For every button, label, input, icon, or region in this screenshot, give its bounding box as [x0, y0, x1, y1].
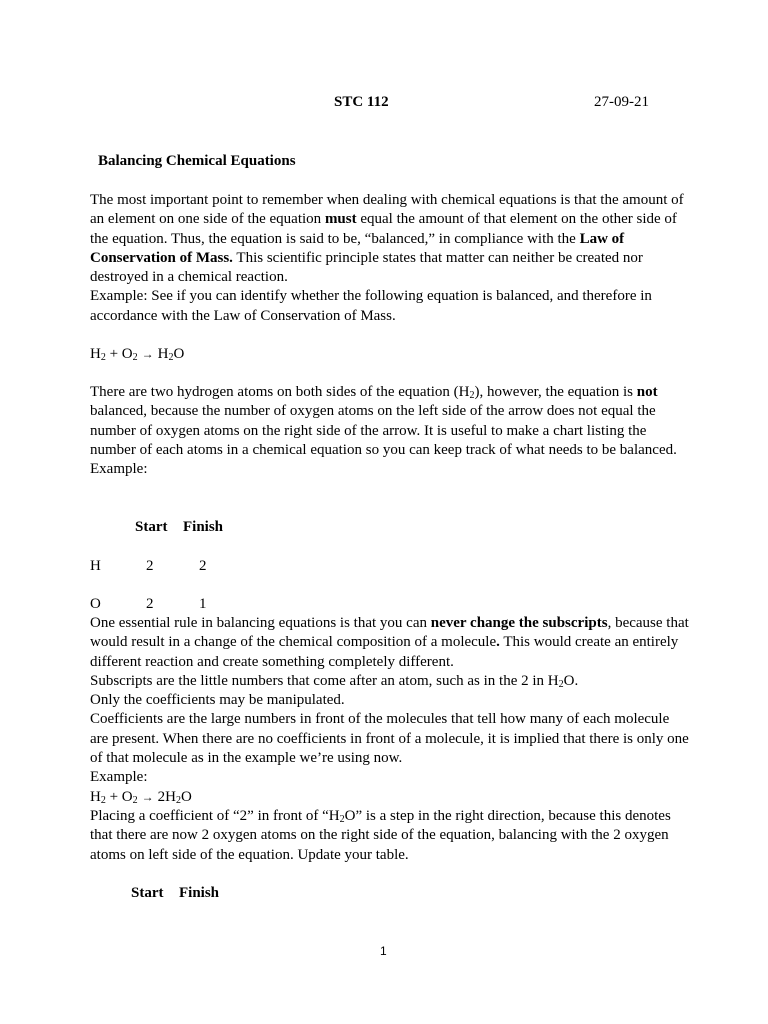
equation-step: $H_2 + O_2 \to 2H_2O$ — [90, 788, 192, 806]
equation-unbalanced: $H_2 + O_2 \to H_2O$ — [90, 346, 185, 363]
coefficients-definition: Coefficients are the large numbers in front of the molecules that tell how many of each molecule are present. When there are no coefficients in front of a molecule, it is implied that there is only one of that molecule as in the example we’re using now. — [90, 711, 689, 767]
page-number: 1 — [380, 944, 387, 958]
table-row-finish: 2 — [199, 558, 207, 574]
table-header-finish: Finish — [179, 885, 220, 901]
rules-section — [90, 614, 690, 865]
reaction-arrow: → — [141, 789, 154, 804]
hydrogen-paragraph: There are two hydrogen atoms on both sides of the equation $(H_2)$, however, the equation is not balanced, because the number of oxygen atoms on the left side of the arrow does not equal the number of oxygen atoms on the right side of the arrow. It is useful to make a chart listing the number of each atoms in a chemical equation so you can keep track of what needs to be balanced. Example: — [90, 383, 690, 479]
intro-paragraph: The most important point to remember when dealing with chemical equations is that the amount of an element on one side of the equation must equal the amount of that element on the other side of the equation. Thus, the equation is said to be, “balanced,” in compliance with the Law of Conservation of Mass. This scientific principle states that matter can neither be created nor destroyed in a chemical reaction. Example: See if you can identify whether the following equation is balanced, and therefore in accordance with the Law of Conservation of Mass. — [90, 191, 690, 326]
example-prompt: Example: See if you can identify whether the following equation is balanced, and therefore in accordance with the Law of Conservation of Mass. — [90, 288, 652, 324]
coefficients-rule: Only the coefficients may be manipulated. — [90, 692, 345, 709]
course-code: STC 112 — [334, 94, 389, 110]
example-label: Example: — [90, 769, 148, 786]
reaction-arrow: → — [141, 347, 154, 361]
example-label: Example: — [90, 461, 148, 478]
table-row-start: 2 — [146, 596, 154, 612]
table-header-finish: Finish — [183, 519, 224, 535]
table-row-start: 2 — [146, 558, 154, 574]
coefficient-placement-paragraph: Placing a coefficient of “2” in front of “$H_2O$” is a step in the right direction, because this denotes that there are now 2 oxygen atoms on the right side of the equation, balancing with the 2 oxygen atoms on left side of the equation. Update your table. — [90, 807, 671, 863]
table-row-element: O — [90, 596, 101, 612]
table-row-element: H — [90, 558, 101, 574]
subscript-rule-paragraph: One essential rule in balancing equations is that you can never change the subscripts, because that would result in a change of the chemical composition of a molecule. This would create an entirely different reaction and create something completely different. — [90, 615, 689, 670]
table-row-finish: 1 — [199, 596, 207, 612]
subscripts-definition: Subscripts are the little numbers that come after an atom, such as in the 2 in $H_2O$. — [90, 672, 579, 690]
table-header-start: Start — [131, 885, 164, 901]
page-title: Balancing Chemical Equations — [98, 153, 296, 169]
document-date: 27-09-21 — [594, 94, 649, 110]
table-header-start: Start — [135, 519, 168, 535]
